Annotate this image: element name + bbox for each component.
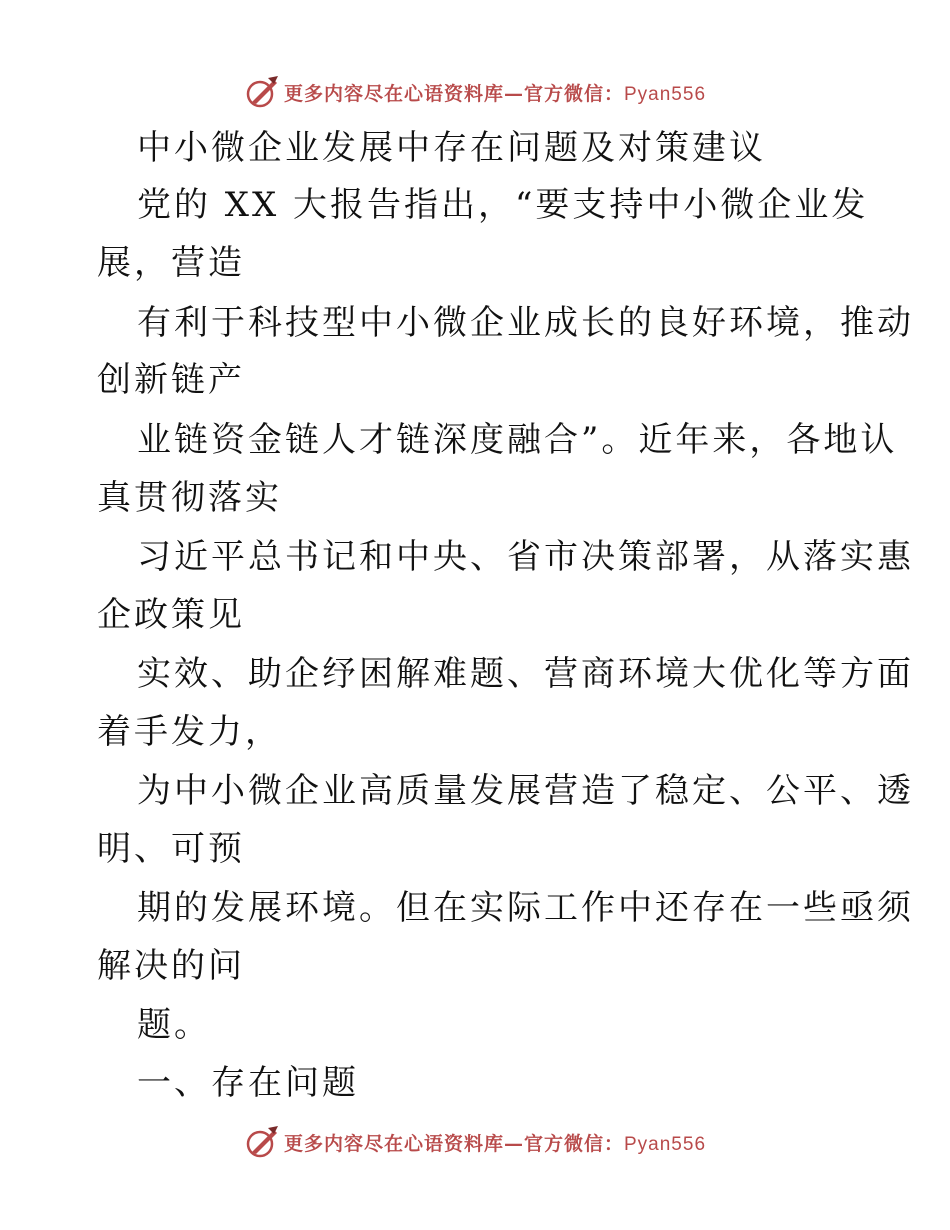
paragraph-line: 有利于科技型中小微企业成长的良好环境，推动 (137, 303, 914, 343)
footer-watermark (0, 1122, 950, 1162)
watermark-text: 更多内容尽在心语资料库—官方微信：Pyan556 (283, 82, 707, 105)
paragraph-line: 解决的问 (97, 946, 245, 986)
quill-logo-icon (244, 74, 280, 110)
paragraph-line: 着手发力， (97, 712, 282, 752)
paragraph-line: 明、可预 (97, 829, 245, 869)
paragraph-line: 企政策见 (97, 595, 245, 635)
header-watermark (0, 72, 950, 112)
paragraph-line: 实效、助企纾困解难题、营商环境大优化等方面 (137, 654, 914, 694)
paragraph-line: 期的发展环境。但在实际工作中还存在一些亟须 (137, 888, 914, 928)
paragraph-line: 真贯彻落实 (97, 478, 282, 518)
watermark-text: 更多内容尽在心语资料库—官方微信：Pyan556 (283, 1132, 707, 1155)
paragraph-line: 业链资金链人才链深度融合”。近年来，各地认 (137, 420, 898, 460)
section-heading: 一、存在问题 (137, 1063, 359, 1103)
paragraph-line: 为中小微企业高质量发展营造了稳定、公平、透 (137, 771, 914, 811)
paragraph-line: 创新链产 (97, 360, 245, 400)
paragraph-line: 展，营造 (97, 243, 245, 283)
paragraph-line: 习近平总书记和中央、省市决策部署，从落实惠 (137, 537, 914, 577)
quill-logo-icon (244, 1124, 280, 1160)
paragraph-line: 党的 XX 大报告指出，“要支持中小微企业发 (137, 185, 869, 225)
paragraph-line: 题。 (137, 1005, 211, 1045)
document-title: 中小微企业发展中存在问题及对策建议 (137, 128, 766, 168)
